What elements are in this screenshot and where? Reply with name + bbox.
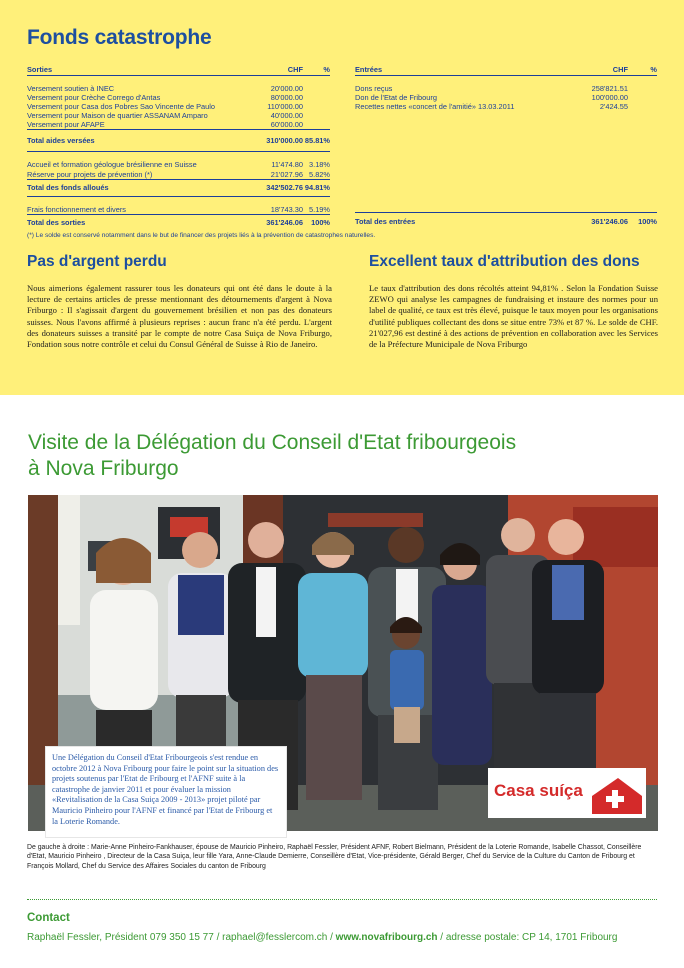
total-amount: 342'502.76	[237, 179, 303, 196]
contact-details: Raphaël Fessler, Président 079 350 15 77 / raphael@fesslercom.ch /	[27, 932, 336, 943]
entrees-header-label: Entrées	[355, 64, 555, 76]
entrees-table	[355, 64, 657, 229]
website-link[interactable]: www.novafribourg.ch	[335, 932, 438, 943]
row-label: Versement pour Maison de quartier ASSANAM Amparo	[27, 111, 208, 121]
table-row	[27, 93, 330, 102]
casa-suica-logo	[488, 768, 646, 818]
table-row	[27, 205, 330, 215]
table-row	[27, 84, 330, 93]
total-alloues-row	[27, 179, 330, 196]
row-pct	[303, 111, 330, 120]
row-label: Versement pour Crèche Corrego d'Antas	[27, 93, 161, 103]
logo-text: Casa suíça	[494, 781, 583, 800]
total-pct: 94.81%	[303, 179, 330, 196]
photo-caption-text: Une Délégation du Conseil d'Etat Fribourgeois s'est rendue en octobre 2012 à Nova Fribourg pour faire le point sur la situation des projets soutenus par l'Etat de Fribourg et l'AFNF suite à la catastrophe de janvier 2011 et pour évaluer la mission «Revitalisation de la Casa Suiça 2009 - 2013» projet piloté par Mauricio Pinheiro pour l'AFNF et financé par l'Etat de Fribourg et la Loterie Romande.	[52, 753, 279, 826]
row-label: Accueil et formation géologue brésilienne en Suisse	[27, 160, 197, 170]
row-label: Frais fonctionnement et divers	[27, 204, 126, 214]
table-row	[27, 120, 330, 130]
row-pct	[303, 102, 330, 111]
row-amount: 80'000.00	[270, 93, 303, 103]
total-aides-row	[27, 130, 330, 152]
row-label: Don de l'Etat de Fribourg	[355, 93, 437, 103]
row-pct	[303, 120, 330, 130]
contact-address: / adresse postale: CP 14, 1701 Fribourg	[437, 932, 618, 943]
total-pct: 100%	[628, 213, 657, 230]
table-row	[355, 84, 657, 93]
row-amount: 60'000.00	[270, 120, 303, 130]
total-sorties-row	[27, 214, 330, 231]
photo-credits: De gauche à droite : Marie-Anne Pinheiro-Fankhauser, épouse de Mauricio Pinheiro, Raphaël Fessler, Président AFNF, Robert Bielmann, Président de la Loterie Romande, Isabelle Chassot, Conseillère d'Etat, Mauricio Pinheiro , Directeur de la Casa Suiça, leur fille Yara, Anne-Claude Demierre, Conseillère d'Etat, Vice-présidente, Gérald Berger, Chef du Service de la Culture du Canton de Fribourg et François Mollard, Chef du Service des Affaires Sociales du canton de Fribourg	[27, 844, 642, 870]
contact-title: Contact	[27, 912, 70, 924]
footnote: (*) Le solde est conservé notamment dans le but de financer des projets liés à la prévention de catastrophes naturelles.	[27, 232, 376, 239]
visite-title-line1: Visite de la Délégation du Conseil d'Etat fribourgeois	[28, 431, 517, 454]
row-amount: 18'743.30	[270, 204, 303, 214]
total-amount: 361'246.06	[555, 213, 628, 230]
row-amount: 100'000.00	[591, 93, 628, 103]
photo-caption	[45, 746, 287, 838]
excellent-text: Le taux d'attribution des dons récoltés atteint 94,81% . Selon la Fondation Suisse ZEWO qui analyse les campagnes de fundraising et instaure des normes pour un label de qualité, ce taux est très élevé, puisque le taux moyen pour les organisations d'utilité publiques collectant des dons se situe entre 73% et 87 %. Le solde de CHF. 21'027,96 est destiné à des actions de prévention en collaboration avec les Services de la Préfecture Municipale de Nova Friburgo	[369, 283, 658, 350]
contact-line	[27, 932, 617, 943]
table-row	[27, 160, 330, 169]
sorties-table	[27, 64, 330, 231]
table-row	[27, 111, 330, 120]
row-pct: 3.18%	[309, 160, 330, 170]
table-row	[355, 93, 657, 102]
total-amount: 361'246.06	[237, 214, 303, 231]
total-label: Total des entrées	[355, 213, 555, 230]
total-label: Total des sorties	[27, 214, 237, 231]
row-pct	[303, 93, 330, 102]
row-pct: 5.19%	[309, 204, 330, 214]
row-amount: 40'000.00	[270, 111, 303, 121]
fonds-title: Fonds catastrophe	[27, 26, 212, 49]
pas-argent-title: Pas d'argent perdu	[27, 253, 167, 270]
table-row	[27, 102, 330, 111]
row-amount: 258'821.51	[591, 84, 628, 93]
entrees-header-chf: CHF	[555, 64, 628, 76]
row-pct: 5.82%	[309, 169, 330, 179]
row-label: Versement pour Casa dos Pobres Sao Vincente de Paulo	[27, 102, 216, 112]
entrees-header	[355, 64, 657, 76]
total-pct: 100%	[303, 214, 330, 231]
entrees-header-pct: %	[628, 64, 657, 76]
row-amount: 110'000.00	[267, 102, 303, 112]
row-amount: 20'000.00	[270, 84, 303, 93]
divider	[27, 899, 657, 900]
row-amount: 11'474.80	[271, 160, 303, 170]
total-amount: 310'000.00	[237, 130, 303, 152]
sorties-header-pct: %	[303, 64, 330, 76]
table-row	[355, 102, 657, 111]
excellent-title: Excellent taux d'attribution des dons	[369, 253, 640, 270]
total-label: Total aides versées	[27, 130, 237, 152]
total-label: Total des fonds alloués	[27, 179, 237, 196]
table-row	[27, 170, 330, 180]
row-label: Recettes nettes «concert de l'amitié» 13.03.2011	[355, 102, 515, 112]
pas-argent-text: Nous aimerions également rassurer tous les donateurs qui ont été dans le doute à la lecture de certains articles de presse mentionnant des détournements d'argent à Nova Friburgo : Il s'agissait d'argent du gouvernement brésilien et non pas des donateurs suisses. Nous l'avons affirmé à plusieurs reprises : aucun franc n'a été perdu. L'argent des donateurs suisses a transité par le compte de notre Casa Suiça de Nova Friburgo, Fondation sous notre contrôle et celui du Consul Général de Suisse à Rio de Janeiro.	[27, 283, 332, 350]
row-label: Dons reçus	[355, 84, 393, 93]
visite-title	[28, 430, 648, 482]
total-pct: 85.81%	[303, 130, 330, 152]
row-label: Versement soutien à INEC	[27, 84, 115, 93]
row-amount: 21'027.96	[270, 169, 303, 179]
sorties-header	[27, 64, 330, 76]
row-label: Versement pour AFAPE	[27, 120, 105, 130]
visite-title-line2: à Nova Friburgo	[28, 457, 179, 480]
row-amount: 2'424.55	[599, 102, 628, 112]
row-pct	[303, 84, 330, 93]
sorties-header-label: Sorties	[27, 64, 237, 76]
logo-house-icon	[588, 774, 642, 814]
row-label: Réserve pour projets de prévention (*)	[27, 169, 153, 179]
sorties-header-chf: CHF	[237, 64, 303, 76]
total-entrees-row	[355, 213, 657, 230]
